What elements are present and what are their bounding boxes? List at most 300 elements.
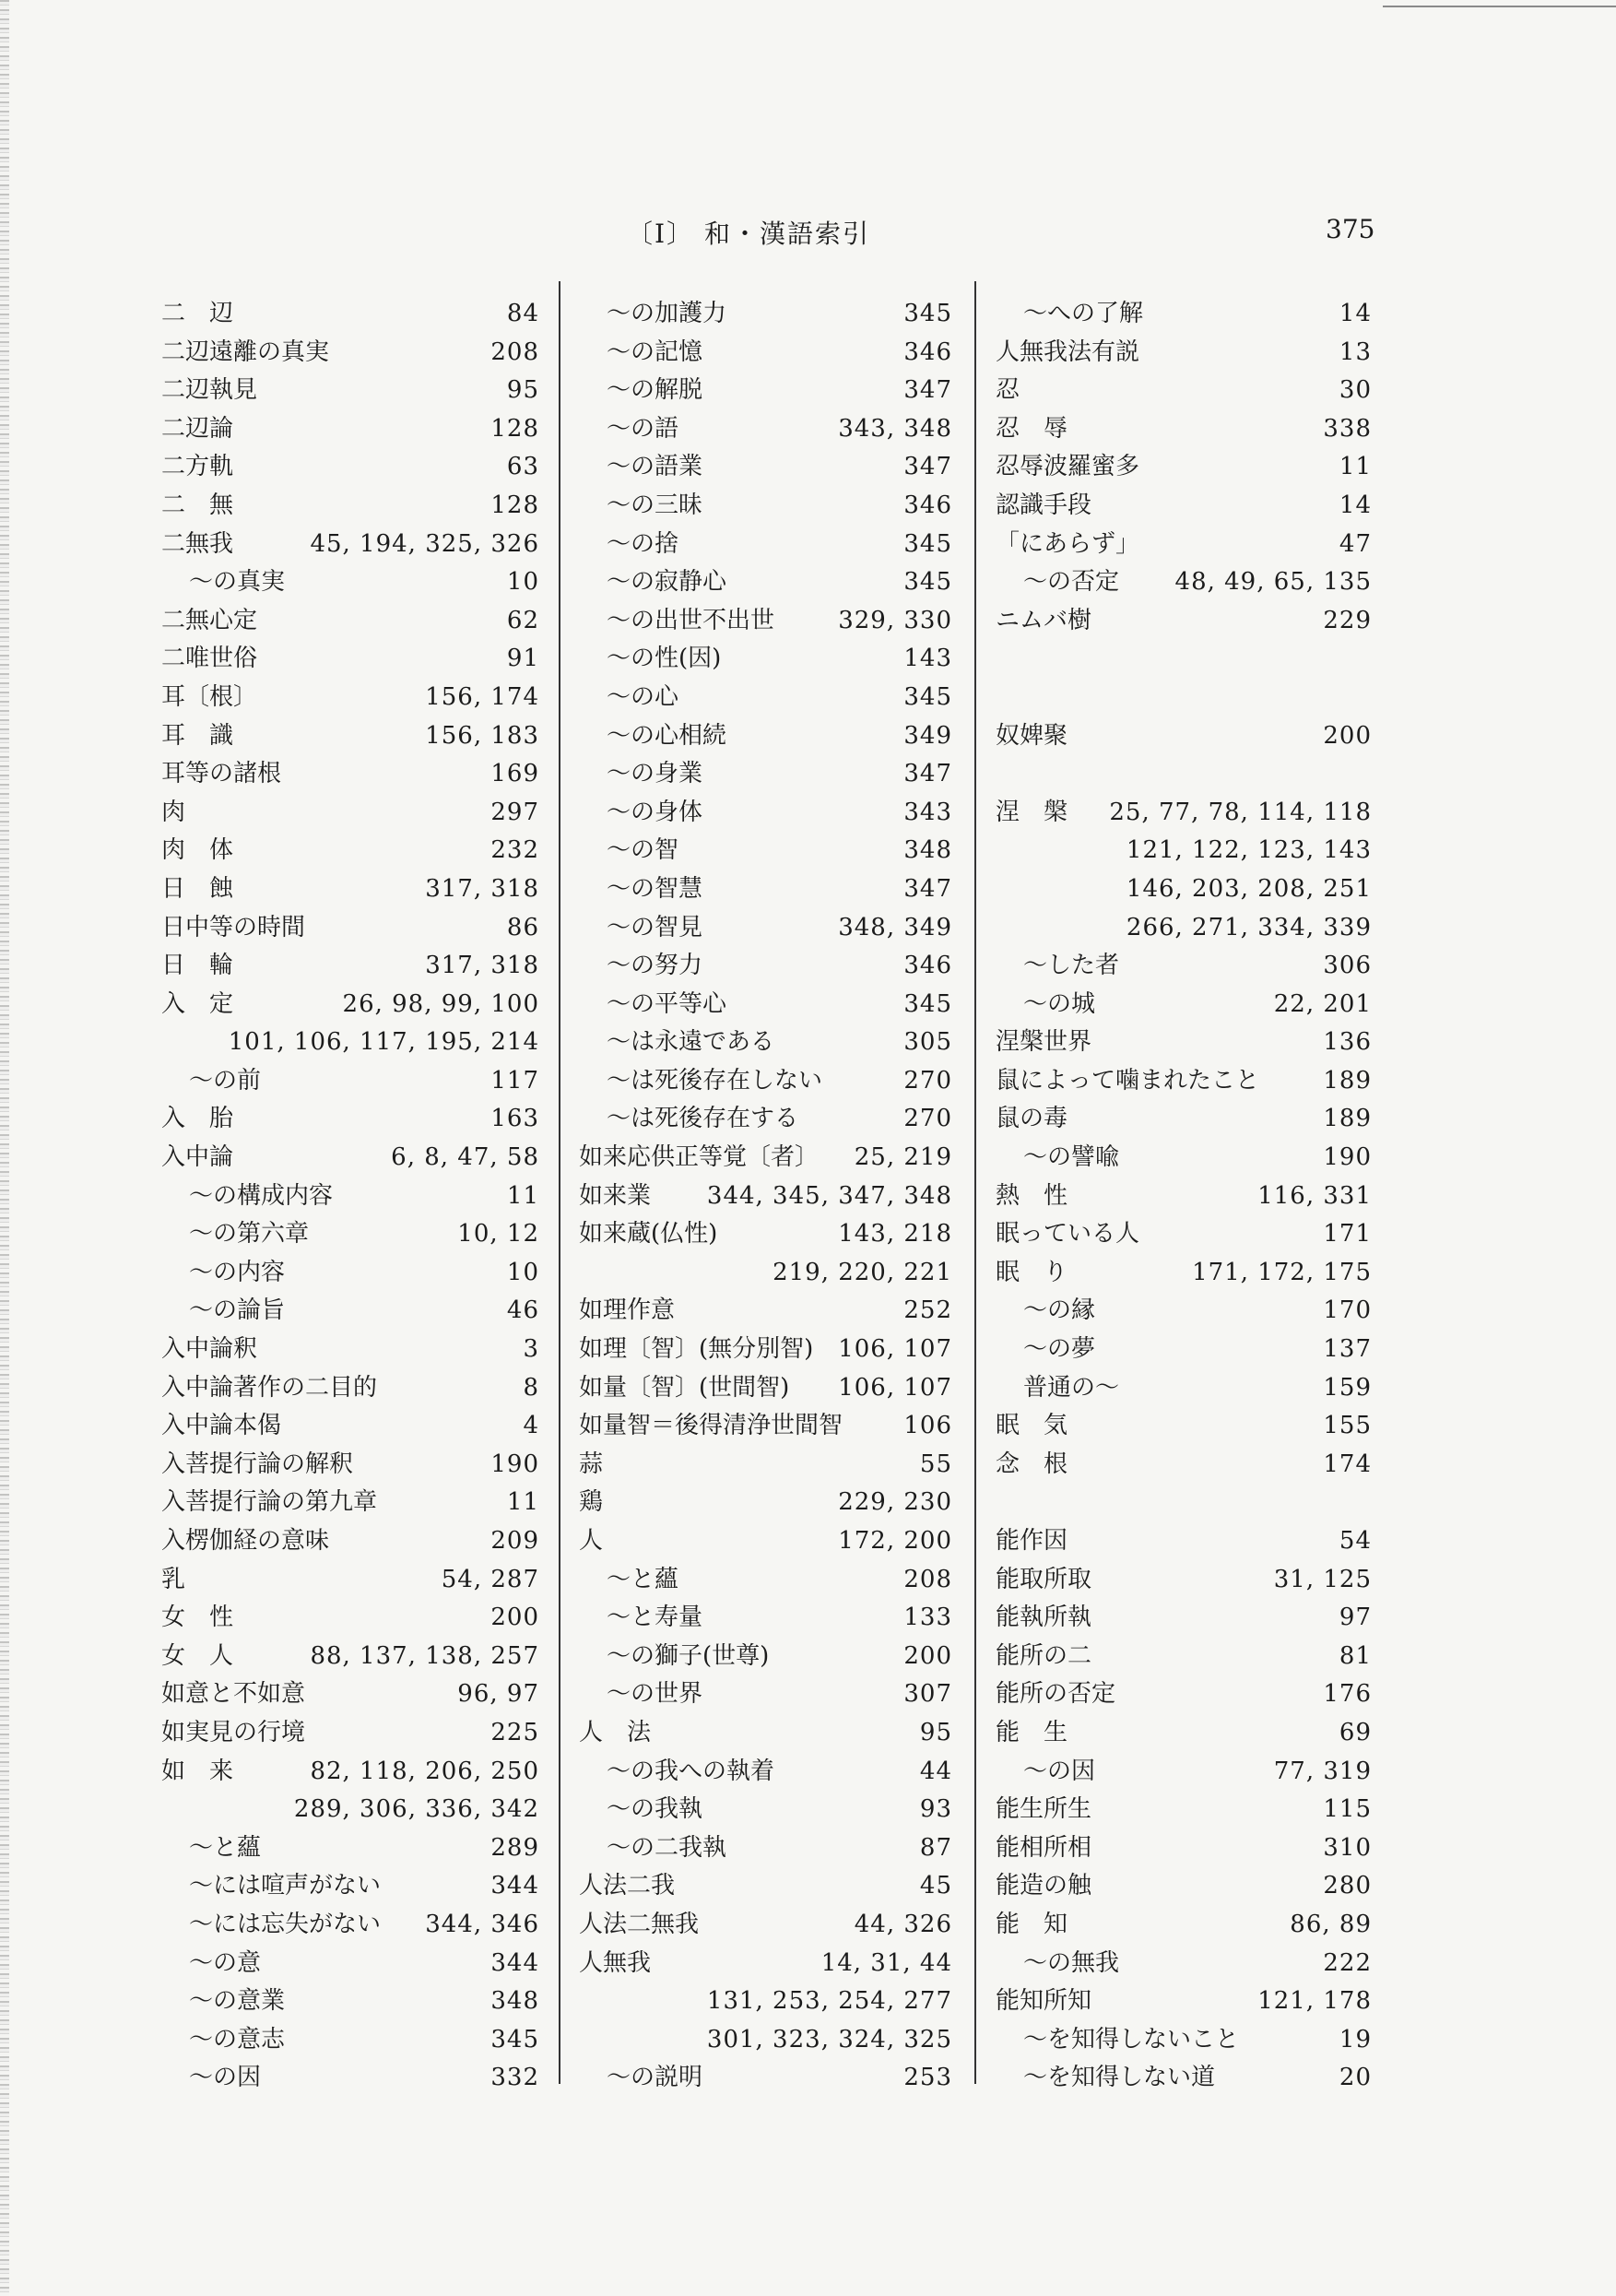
index-entry	[996, 1829, 1372, 1868]
page-references: 338	[1323, 414, 1372, 443]
page-references: 54, 287	[441, 1565, 539, 1593]
page-references: 19	[1339, 2025, 1372, 2053]
index-entry	[161, 870, 539, 909]
index-entry	[579, 870, 952, 909]
index-term: 如来蔵(仏性)	[579, 1220, 718, 1249]
page-references: 346	[903, 491, 952, 519]
index-term: ～は死後存在しない	[607, 1066, 823, 1095]
page-references: 189	[1323, 1066, 1372, 1095]
index-entry	[996, 526, 1372, 564]
page-references: 45	[919, 1872, 952, 1900]
page-references: 4	[523, 1412, 539, 1440]
page-references: 26, 98, 99, 100	[342, 989, 539, 1018]
page-references: 307	[903, 1680, 952, 1709]
page-references: 253	[903, 2064, 952, 2092]
index-entry	[579, 794, 952, 833]
index-entry	[996, 1062, 1372, 1101]
index-term: 普通の～	[1023, 1373, 1120, 1402]
index-term: 能執所執	[996, 1604, 1092, 1632]
index-term: ～の語業	[607, 453, 703, 481]
index-term: ～の出世不出世	[607, 606, 775, 634]
index-term: ～した者	[1023, 952, 1120, 980]
page-references: 344	[490, 1948, 539, 1977]
index-entry	[579, 1561, 952, 1600]
index-term: ～の城	[1023, 989, 1096, 1018]
index-entry	[996, 909, 1372, 948]
index-entry	[996, 1791, 1372, 1829]
page-references: 169	[490, 760, 539, 788]
index-entry	[579, 1753, 952, 1792]
index-entry	[996, 448, 1372, 487]
index-term: ～の説明	[607, 2064, 703, 2092]
page-references: 176	[1323, 1680, 1372, 1709]
page-references: 6, 8, 47, 58	[391, 1143, 539, 1172]
index-term: ～と寿量	[607, 1604, 703, 1632]
index-entry	[996, 1945, 1372, 1983]
page-references: 25, 219	[854, 1143, 952, 1172]
page-references: 348, 349	[838, 913, 952, 941]
page-references: 136	[1323, 1028, 1372, 1057]
page-references: 121, 178	[1257, 1987, 1372, 2016]
index-term: 眠 り	[996, 1258, 1068, 1286]
index-entry	[579, 1829, 952, 1868]
page-references: 229	[1323, 606, 1372, 634]
page-references: 128	[490, 491, 539, 519]
index-term: 入 胎	[161, 1105, 234, 1133]
index-term: 人法二無我	[579, 1910, 700, 1938]
index-entry	[996, 1407, 1372, 1446]
page-number: 375	[1326, 214, 1375, 244]
index-term: 入中論本偈	[161, 1412, 282, 1440]
index-entry	[161, 1522, 539, 1561]
index-entry	[579, 1292, 952, 1331]
index-entry	[996, 1638, 1372, 1676]
index-term: 二無心定	[161, 606, 258, 634]
index-term: ～の智見	[607, 913, 703, 941]
index-term: ～の語	[607, 414, 679, 443]
page-references: 317, 318	[425, 952, 539, 980]
index-entry	[161, 679, 539, 717]
index-entry	[579, 1331, 952, 1369]
index-entry	[579, 1522, 952, 1561]
index-term: ～の平等心	[607, 989, 727, 1018]
page-references: 25, 77, 78, 114, 118	[1109, 798, 1372, 826]
page-references: 128	[490, 414, 539, 443]
index-term: 乳	[161, 1565, 186, 1593]
index-term: 能 生	[996, 1718, 1068, 1746]
index-entry	[579, 755, 952, 794]
page-references: 345	[903, 568, 952, 597]
index-term: 能知所知	[996, 1987, 1092, 2016]
index-entry	[579, 947, 952, 986]
page-references: 208	[490, 337, 539, 366]
index-entry	[579, 717, 952, 756]
page-references: 349	[903, 721, 952, 750]
index-entry	[579, 640, 952, 679]
page-references: 345	[490, 2025, 539, 2053]
index-entry	[579, 1139, 952, 1178]
index-term: 如来応供正等覚〔者〕	[579, 1143, 820, 1172]
index-entry	[161, 1906, 539, 1945]
index-entry	[579, 2059, 952, 2098]
index-term: 女 人	[161, 1641, 234, 1670]
index-term: 耳等の諸根	[161, 760, 282, 788]
index-entry	[996, 487, 1372, 526]
index-entry	[579, 1369, 952, 1408]
index-term: 眠 気	[996, 1412, 1068, 1440]
page-references: 143	[903, 645, 952, 673]
index-term: ～を知得しない道	[1023, 2064, 1216, 2092]
page-references: 63	[506, 453, 539, 481]
page-references: 146, 203, 208, 251	[1126, 874, 1372, 903]
page-references: 305	[903, 1028, 952, 1057]
index-entry	[579, 832, 952, 870]
index-entry	[161, 1599, 539, 1638]
index-entry	[996, 794, 1372, 833]
index-term: ～と蘊	[189, 1833, 262, 1862]
index-term: ～の世界	[607, 1680, 703, 1709]
index-entry	[579, 1484, 952, 1522]
index-term: ～の無我	[1023, 1948, 1120, 1977]
index-entry	[161, 794, 539, 833]
page-references: 189	[1323, 1105, 1372, 1133]
page-references: 289	[490, 1833, 539, 1862]
page-references: 8	[523, 1373, 539, 1402]
index-entry	[161, 1675, 539, 1714]
page-references: 252	[903, 1296, 952, 1325]
page-references: 91	[506, 645, 539, 673]
index-term: ～の構成内容	[189, 1181, 334, 1210]
index-term: 忍	[996, 376, 1020, 405]
index-entry	[161, 2059, 539, 2098]
column-divider	[974, 281, 976, 2084]
index-entry	[579, 448, 952, 487]
page-references: 348	[903, 836, 952, 865]
index-term: ～の意志	[189, 2025, 286, 2053]
page-references: 345	[903, 989, 952, 1018]
index-entry	[161, 1139, 539, 1178]
index-entry	[579, 986, 952, 1024]
index-term: ～の論旨	[189, 1296, 286, 1325]
index-term: 如量智＝後得清浄世間智	[579, 1412, 843, 1440]
page-references: 55	[919, 1450, 952, 1478]
page-references: 101, 106, 117, 195, 214	[228, 1028, 539, 1057]
index-entry	[161, 1945, 539, 1983]
page-references: 347	[903, 453, 952, 481]
page-references: 347	[903, 760, 952, 788]
index-term: 鶏	[579, 1488, 604, 1517]
index-term: 能造の触	[996, 1872, 1092, 1900]
index-entry	[161, 1753, 539, 1792]
index-entry	[161, 755, 539, 794]
page-references: 87	[919, 1833, 952, 1862]
page-references: 44, 326	[854, 1910, 952, 1938]
index-entry	[996, 1292, 1372, 1331]
index-term: 奴婢聚	[996, 721, 1068, 750]
index-entry	[996, 717, 1372, 756]
index-entry	[996, 1675, 1372, 1714]
index-term: 蒜	[579, 1450, 604, 1478]
index-entry	[161, 1024, 539, 1062]
index-entry	[161, 1829, 539, 1868]
page-references: 347	[903, 376, 952, 405]
index-entry	[579, 1675, 952, 1714]
index-entry	[996, 1369, 1372, 1408]
page-references: 82, 118, 206, 250	[310, 1757, 539, 1785]
index-term: 如理〔智〕(無分別智)	[579, 1335, 814, 1364]
page-references: 137	[1323, 1335, 1372, 1364]
index-term: ～の身業	[607, 760, 703, 788]
index-term: ～の因	[189, 2064, 262, 2092]
page-references: 289, 306, 336, 342	[293, 1795, 539, 1824]
page-references: 14, 31, 44	[820, 1948, 952, 1977]
index-spacer	[996, 679, 1372, 717]
index-entry	[996, 1331, 1372, 1369]
page-references: 14	[1339, 491, 1372, 519]
index-term: ～の内容	[189, 1258, 286, 1286]
index-entry	[996, 1867, 1372, 1906]
index-entry	[161, 372, 539, 410]
page-references: 106, 107	[838, 1373, 952, 1402]
index-entry	[996, 1215, 1372, 1254]
index-entry	[579, 1906, 952, 1945]
index-entry	[996, 1982, 1372, 2021]
index-term: 人法二我	[579, 1872, 676, 1900]
page-references: 106	[903, 1412, 952, 1440]
page-references: 317, 318	[425, 874, 539, 903]
index-term: ～の加護力	[607, 300, 727, 327]
index-entry	[161, 1867, 539, 1906]
index-entry	[996, 870, 1372, 909]
index-term: ～には喧声がない	[189, 1872, 382, 1900]
index-entry	[996, 1139, 1372, 1178]
index-entry	[161, 1714, 539, 1753]
page-references: 266, 271, 334, 339	[1126, 913, 1372, 941]
index-term: 如理作意	[579, 1296, 676, 1325]
index-term: 二辺論	[161, 414, 234, 443]
page-references: 77, 319	[1273, 1757, 1372, 1785]
index-term: 人無我法有説	[996, 337, 1140, 366]
index-entry	[579, 1254, 952, 1293]
page-references: 297	[490, 798, 539, 826]
index-term: 念 根	[996, 1450, 1068, 1478]
page-references: 209	[490, 1527, 539, 1555]
index-entry	[161, 1446, 539, 1485]
index-entry	[161, 1331, 539, 1369]
index-entry	[579, 1599, 952, 1638]
index-term: 忍 辱	[996, 414, 1068, 443]
index-entry	[579, 1215, 952, 1254]
index-entry	[579, 487, 952, 526]
index-term: 入中論	[161, 1143, 234, 1172]
index-term: ～の記憶	[607, 337, 703, 366]
index-term: 如来業	[579, 1181, 652, 1210]
index-term: 二唯世俗	[161, 645, 258, 673]
index-entry	[996, 986, 1372, 1024]
page-references: 280	[1323, 1872, 1372, 1900]
page-references: 31, 125	[1273, 1565, 1372, 1593]
page-references: 172, 200	[838, 1527, 952, 1555]
page-references: 121, 122, 123, 143	[1126, 836, 1372, 865]
page-references: 329, 330	[838, 606, 952, 634]
page-references: 88, 137, 138, 257	[310, 1641, 539, 1670]
index-entry	[996, 947, 1372, 986]
index-entry	[996, 832, 1372, 870]
index-entry	[161, 602, 539, 641]
page-references: 200	[903, 1641, 952, 1670]
index-term: 耳〔根〕	[161, 682, 258, 711]
index-entry	[996, 1522, 1372, 1561]
page-references: 219, 220, 221	[773, 1258, 952, 1286]
index-entry	[996, 1906, 1372, 1945]
index-term: 人 法	[579, 1718, 652, 1746]
index-entry	[996, 2021, 1372, 2060]
index-term: ～の意	[189, 1948, 262, 1977]
page-references: 306	[1323, 952, 1372, 980]
scan-top-mark	[1383, 6, 1616, 7]
page-references: 171, 172, 175	[1192, 1258, 1372, 1286]
index-entry	[579, 563, 952, 602]
index-entry	[579, 602, 952, 641]
scan-left-edge	[0, 0, 9, 2296]
index-term: 二無我	[161, 529, 234, 558]
page-references: 343	[903, 798, 952, 826]
page-references: 346	[903, 337, 952, 366]
index-term: 入菩提行論の解釈	[161, 1450, 354, 1478]
page-references: 46	[506, 1296, 539, 1325]
index-term: 如量〔智〕(世間智)	[579, 1373, 790, 1402]
index-entry	[579, 909, 952, 948]
page-references: 62	[506, 606, 539, 634]
page-references: 96, 97	[457, 1680, 539, 1709]
page-references: 200	[1323, 721, 1372, 750]
page-references: 10	[506, 1258, 539, 1286]
index-term: 入楞伽経の意味	[161, 1527, 330, 1555]
page-references: 10	[506, 568, 539, 597]
page-references: 170	[1323, 1296, 1372, 1325]
page-references: 232	[490, 836, 539, 865]
index-term: 二辺遠離の真実	[161, 337, 330, 366]
index-entry	[161, 1407, 539, 1446]
index-entry	[579, 295, 952, 334]
index-term: 人	[579, 1527, 604, 1555]
page-references: 11	[506, 1488, 539, 1517]
index-term: ～の獅子(世尊)	[607, 1641, 770, 1670]
index-entry	[996, 1100, 1372, 1139]
page-references: 143, 218	[838, 1220, 952, 1249]
index-spacer	[996, 755, 1372, 794]
index-entry	[996, 1714, 1372, 1753]
index-entry	[579, 1982, 952, 2021]
page-references: 69	[1339, 1718, 1372, 1746]
page-references: 106, 107	[838, 1335, 952, 1364]
index-entry	[161, 334, 539, 373]
index-term: 熱 性	[996, 1181, 1068, 1210]
page-references: 11	[506, 1181, 539, 1210]
page-references: 115	[1323, 1795, 1372, 1824]
page-references: 44	[919, 1757, 952, 1785]
index-term: 如実見の行境	[161, 1718, 306, 1746]
index-term: 入菩提行論の第九章	[161, 1488, 378, 1517]
page-references: 222	[1323, 1948, 1372, 1977]
index-term: 能作因	[996, 1527, 1068, 1555]
index-term: 如 来	[161, 1757, 234, 1785]
index-term: 能取所取	[996, 1565, 1092, 1593]
index-term: ～の心相続	[607, 721, 727, 750]
page-references: 163	[490, 1105, 539, 1133]
index-term: 日中等の時間	[161, 913, 306, 941]
page-references: 155	[1323, 1412, 1372, 1440]
page-references: 95	[919, 1718, 952, 1746]
index-spacer	[996, 1484, 1372, 1522]
index-column-2	[579, 295, 952, 2098]
index-entry	[161, 1215, 539, 1254]
index-term: ～の解脱	[607, 376, 703, 405]
page-references: 301, 323, 324, 325	[706, 2025, 952, 2053]
index-entry	[161, 487, 539, 526]
index-entry	[161, 640, 539, 679]
index-entry	[996, 563, 1372, 602]
page-references: 131, 253, 254, 277	[706, 1987, 952, 2016]
page-references: 13	[1339, 337, 1372, 366]
page-references: 30	[1339, 376, 1372, 405]
page-references: 159	[1323, 1373, 1372, 1402]
page-references: 174	[1323, 1450, 1372, 1478]
index-entry	[161, 909, 539, 948]
index-entry	[579, 1945, 952, 1983]
index-entry	[579, 1791, 952, 1829]
index-term: ～の夢	[1023, 1335, 1096, 1364]
index-term: ～の寂静心	[607, 568, 727, 597]
index-term: ～の前	[189, 1066, 262, 1095]
index-entry	[161, 1062, 539, 1101]
index-entry	[161, 295, 539, 334]
index-term: 人無我	[579, 1948, 652, 1977]
index-term: ～の身体	[607, 798, 703, 826]
index-entry	[579, 410, 952, 449]
index-term: 入中論釈	[161, 1335, 258, 1364]
page-references: 11	[1339, 453, 1372, 481]
index-entry	[161, 1561, 539, 1600]
index-entry	[161, 1292, 539, 1331]
index-term: 鼠によって噛まれたこと	[996, 1066, 1260, 1095]
page-references: 225	[490, 1718, 539, 1746]
index-entry	[579, 1178, 952, 1216]
page-references: 347	[903, 874, 952, 903]
page-references: 346	[903, 952, 952, 980]
index-term: ～の智	[607, 836, 679, 865]
index-term: ～は永遠である	[607, 1028, 775, 1057]
index-term: ～の智慧	[607, 874, 703, 903]
index-term: 肉 体	[161, 836, 234, 865]
index-term: ～の第六章	[189, 1220, 310, 1249]
index-entry	[161, 1254, 539, 1293]
index-entry	[161, 1100, 539, 1139]
index-term: 涅 槃	[996, 798, 1068, 826]
index-entry	[579, 526, 952, 564]
page-references: 190	[490, 1450, 539, 1478]
index-term: ～の我執	[607, 1795, 703, 1824]
index-entry	[161, 717, 539, 756]
index-entry	[579, 1024, 952, 1062]
index-entry	[996, 1561, 1372, 1600]
page-references: 344, 345, 347, 348	[706, 1181, 952, 1210]
page-references: 54	[1339, 1527, 1372, 1555]
index-term: 認識手段	[996, 491, 1092, 519]
index-term: 「にあらず」	[996, 529, 1140, 558]
index-term: 二 辺	[161, 300, 234, 327]
index-term: ～の心	[607, 682, 679, 711]
